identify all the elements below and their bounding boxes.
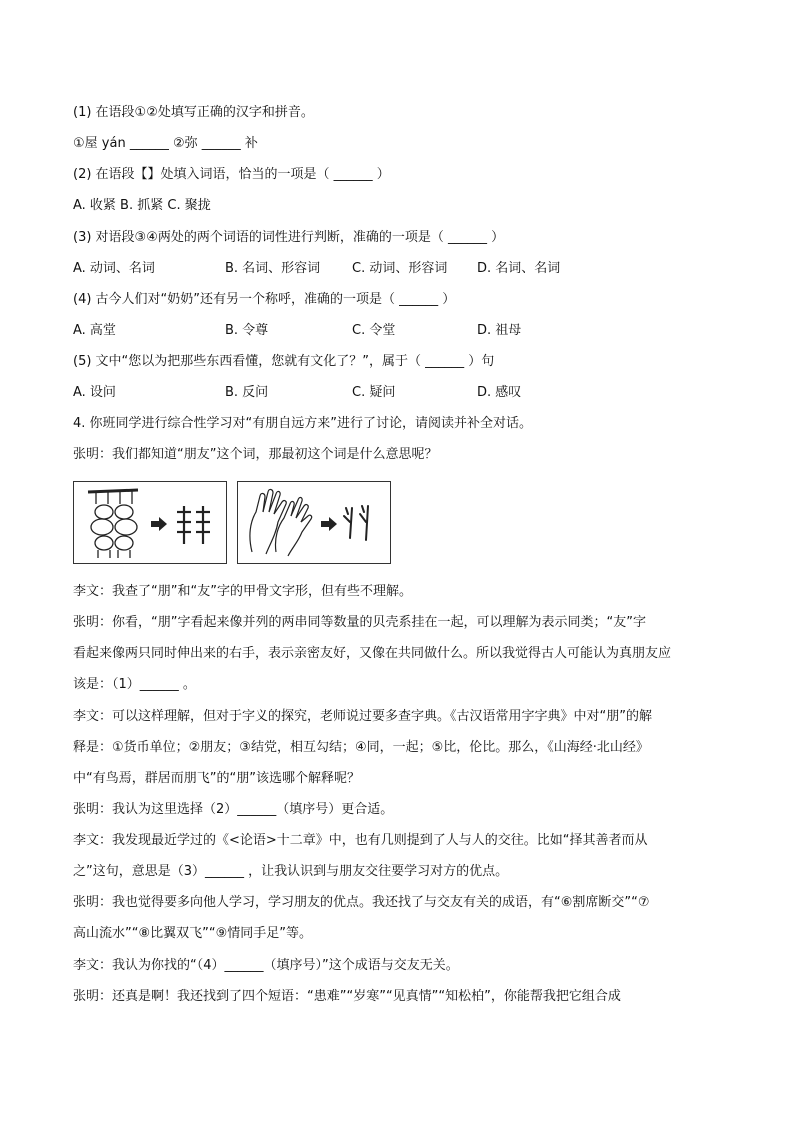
q3-option-d: D. 名词、名词 — [477, 261, 561, 276]
dialogue-line: 张明：还真是啊！我还找到了四个短语：“患难”“岁寒”“见真情”“知松柏”，你能帮我把它组合成 — [73, 989, 621, 1004]
q5-option-c: C. 疑问 — [352, 385, 396, 400]
hands-to-you-glyph-icon — [238, 482, 390, 563]
q3-option-a: A. 动词、名词 — [73, 261, 155, 276]
q5-stem: (5) 文中“您以为把那些东西看懂，您就有文化了？”，属于（ ______ ）句 — [73, 354, 495, 369]
dialogue-line: 张明：我们都知道“朋友”这个词，那最初这个词是什么意思呢？ — [73, 447, 438, 462]
dialogue-line: 李文：我发现最近学过的《<论语>十二章》中，也有几则提到了人与人的交往。比如“择其善者而从 — [73, 833, 648, 848]
q4-stem: (4) 古今人们对“奶奶”还有另一个称呼，准确的一项是（ ______ ） — [73, 292, 456, 307]
q4-option-d: D. 祖母 — [477, 323, 522, 338]
q5-option-d: D. 感叹 — [477, 385, 522, 400]
dialogue-line: 张明：我认为这里选择（2）______（填序号）更合适。 — [73, 802, 394, 817]
q5-option-b: B. 反问 — [225, 385, 269, 400]
q4-option-c: C. 令堂 — [352, 323, 396, 338]
dialogue-line: 该是：（1）______ 。 — [73, 677, 196, 692]
q3-option-b: B. 名词、形容词 — [225, 261, 321, 276]
dialogue-line: 李文：我认为你找的“（4）______（填序号）”这个成语与交友无关。 — [73, 958, 459, 973]
dialogue-line: 张明：你看，“朋”字看起来像并列的两串同等数量的贝壳系挂在一起，可以理解为表示同类；“友”字 — [73, 615, 646, 630]
peng-oracle-figure — [73, 481, 227, 564]
shells-to-peng-glyph-icon — [74, 482, 226, 563]
dialogue-line: 李文：我查了“朋”和“友”字的甲骨文字形，但有些不理解。 — [73, 584, 412, 599]
dialogue-line: 释是：①货币单位；②朋友；③结党，相互勾结；④同，一起；⑤比，伦比。那么，《山海经·北山经》 — [73, 740, 649, 755]
dialogue-line: 张明：我也觉得要多向他人学习，学习朋友的优点。我还找了与交友有关的成语，有“⑥割席断交”“⑦ — [73, 895, 650, 910]
q4-option-b: B. 令尊 — [225, 323, 269, 338]
section4-intro: 4. 你班同学进行综合性学习对“有朋自远方来”进行了讨论，请阅读并补全对话。 — [73, 416, 533, 431]
you-oracle-figure — [237, 481, 391, 564]
q3-option-c: C. 动词、形容词 — [352, 261, 448, 276]
q4-option-a: A. 高堂 — [73, 323, 116, 338]
q2-options: A. 收紧 B. 抓紧 C. 聚拢 — [73, 198, 211, 213]
dialogue-line: 之”这句，意思是（3）______ ，让我认识到与朋友交往要学习对方的优点。 — [73, 864, 509, 879]
dialogue-line: 看起来像两只同时伸出来的右手，表示亲密友好，又像在共同做什么。所以我觉得古人可能认为真朋友应 — [73, 646, 672, 661]
q2-stem: (2) 在语段【】处填入词语，恰当的一项是（ ______ ） — [73, 167, 390, 182]
q1-stem: (1) 在语段①②处填写正确的汉字和拼音。 — [73, 105, 314, 120]
dialogue-line: 中“有鸟焉，群居而朋飞”的“朋”该选哪个解释呢？ — [73, 771, 360, 786]
q1-blanks: ①屋 yán ______ ②弥 ______ 补 — [73, 136, 258, 151]
q5-option-a: A. 设问 — [73, 385, 116, 400]
q3-stem: (3) 对语段③④两处的两个词语的词性进行判断，准确的一项是（ ______ ） — [73, 230, 505, 245]
dialogue-line: 高山流水”“⑧比翼双飞”“⑨情同手足”等。 — [73, 926, 312, 941]
dialogue-line: 李文：可以这样理解，但对于字义的探究，老师说过要多查字典。《古汉语常用字字典》中对“朋”的解 — [73, 709, 652, 724]
